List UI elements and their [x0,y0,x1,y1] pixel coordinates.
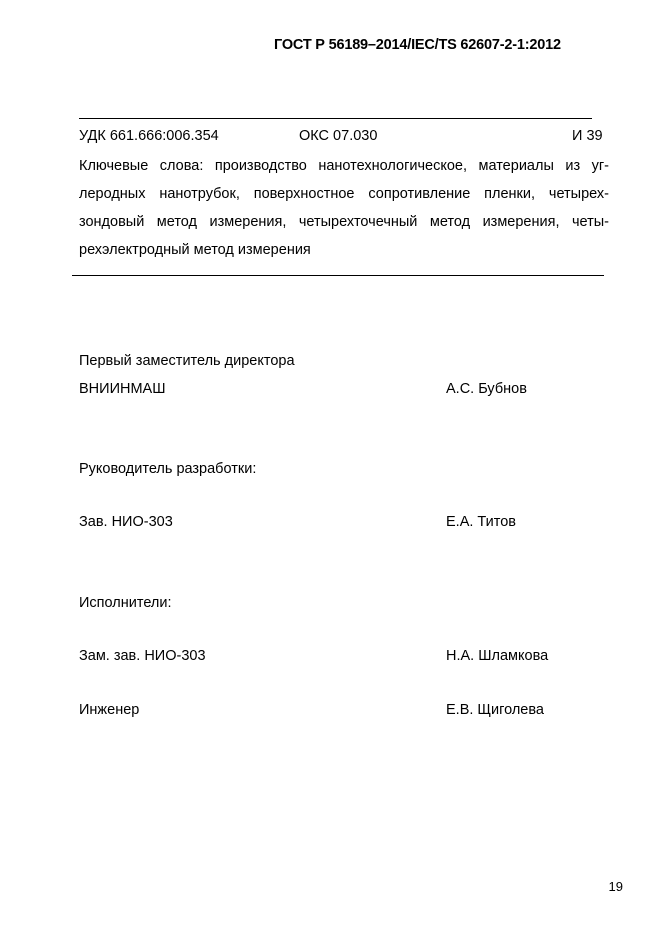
top-rule [79,118,592,119]
keywords-paragraph [79,152,609,264]
executor1-title: Зам. зав. НИО-303 [79,648,206,664]
executor2-title: Инженер [79,702,140,718]
executor2-name: Е.В. Щиголева [446,702,544,718]
first-deputy-name: А.С. Бубнов [446,381,527,397]
standard-code: ГОСТ Р 56189–2014/IEC/TS 62607-2-1:2012 [274,37,561,53]
index-code: И 39 [572,128,603,144]
keywords-line: зондовый метод измерения, четырехточечный метод измерения, четы- [79,214,609,230]
dev-lead-name: Е.А. Титов [446,514,516,530]
keywords-line: леродных нанотрубок, поверхностное сопротивление пленки, четырех- [79,186,609,202]
first-deputy-title-line1: Первый заместитель директора [79,353,295,369]
first-deputy-title-line2: ВНИИНМАШ [79,381,166,397]
page-number: 19 [608,879,623,894]
dev-lead-title: Зав. НИО-303 [79,514,173,530]
keywords-line: Ключевые слова: производство нанотехнологическое, материалы из уг- [79,158,609,174]
oks-code: ОКС 07.030 [299,128,378,144]
udk-code: УДК 661.666:006.354 [79,128,219,144]
executors-heading: Исполнители: [79,595,172,611]
dev-lead-heading: Руководитель разработки: [79,461,257,477]
executor1-name: Н.А. Шламкова [446,648,549,664]
bottom-rule [72,275,604,276]
keywords-line: рехэлектродный метод измерения [79,242,311,258]
